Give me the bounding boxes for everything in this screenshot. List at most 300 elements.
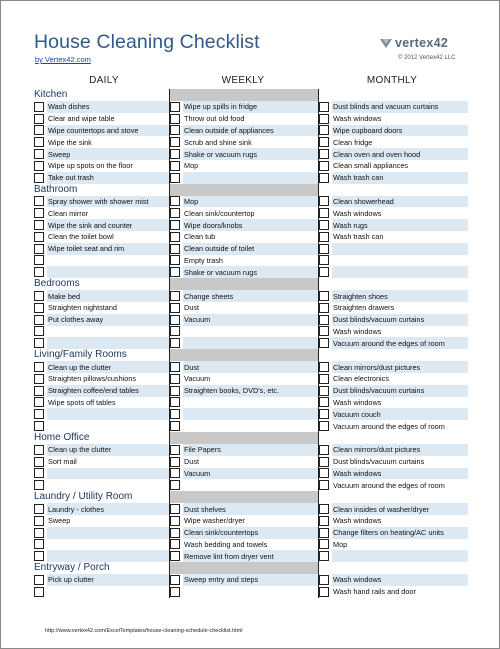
checkbox[interactable] <box>170 587 180 597</box>
task-cell <box>319 219 468 231</box>
task-label: Wipe the sink and counter <box>48 220 133 230</box>
section <box>34 89 468 184</box>
checkbox[interactable] <box>170 457 180 467</box>
checkbox[interactable] <box>34 338 44 348</box>
task-label-area <box>183 125 319 137</box>
weekly-band <box>170 562 319 574</box>
task-label: Wipe countertops and stove <box>48 125 139 135</box>
checkbox[interactable] <box>34 528 44 538</box>
checkbox[interactable] <box>170 575 180 585</box>
task-label-area <box>183 337 319 349</box>
checkbox[interactable] <box>34 220 44 230</box>
task-label-area <box>47 290 170 302</box>
task-label: Vacuum around the edges of room <box>333 338 445 348</box>
task-cell <box>319 196 468 208</box>
checkbox[interactable] <box>170 326 180 336</box>
checklist-row <box>34 574 468 586</box>
checkbox[interactable] <box>34 244 44 254</box>
checkbox[interactable] <box>170 291 180 301</box>
task-cell <box>170 326 319 338</box>
checkbox[interactable] <box>34 196 44 206</box>
task-cell <box>319 527 468 539</box>
task-cell <box>170 255 319 267</box>
checkbox[interactable] <box>170 315 180 325</box>
checkbox[interactable] <box>170 102 180 112</box>
task-label-area <box>183 302 319 314</box>
section-title: Kitchen <box>34 89 170 101</box>
task-label: Clean oven and oven hood <box>333 149 421 159</box>
task-label: Clean sink/countertop <box>184 208 255 218</box>
checkbox[interactable] <box>319 386 329 396</box>
checklist-row <box>34 243 468 255</box>
checkbox[interactable] <box>319 539 329 549</box>
checkbox[interactable] <box>34 421 44 431</box>
task-label-area <box>183 385 319 397</box>
task-cell <box>319 456 468 468</box>
task-label-area <box>47 527 170 539</box>
task-label: Wipe toilet seat and rim <box>48 244 125 254</box>
checkbox[interactable] <box>170 161 180 171</box>
checkbox[interactable] <box>34 255 44 265</box>
checklist-row <box>34 373 468 385</box>
task-label: Spray shower with shower mist <box>48 196 149 206</box>
task-label: Remove lint from dryer vent <box>184 551 274 561</box>
task-label: Pick up clutter <box>48 575 94 585</box>
task-cell <box>319 326 468 338</box>
task-label: Straighten shoes <box>333 291 388 301</box>
footer-url[interactable]: http://www.vertex42.com/ExcelTemplates/house-cleaning-schedule-checklist.html <box>45 628 243 634</box>
task-label: Clean up the clutter <box>48 445 112 455</box>
weekly-band <box>170 491 319 503</box>
task-label-area <box>332 231 468 243</box>
checkbox[interactable] <box>34 575 44 585</box>
task-cell <box>34 361 170 373</box>
task-label: Wash hand rails and door <box>333 587 416 597</box>
checkbox[interactable] <box>170 480 180 490</box>
task-cell <box>170 290 319 302</box>
task-label-area <box>183 255 319 267</box>
task-cell <box>170 243 319 255</box>
checkbox[interactable] <box>319 267 329 277</box>
checkbox[interactable] <box>34 551 44 561</box>
task-label-area <box>183 243 319 255</box>
checklist-row <box>34 255 468 267</box>
task-cell <box>34 243 170 255</box>
task-cell <box>170 219 319 231</box>
logo-text: vertex42 <box>395 36 449 50</box>
checkbox[interactable] <box>319 338 329 348</box>
task-label-area <box>183 219 319 231</box>
task-label: Mop <box>333 539 348 549</box>
task-label-area <box>332 326 468 338</box>
checkbox[interactable] <box>170 244 180 254</box>
task-cell <box>34 148 170 160</box>
monthly-band <box>319 89 468 101</box>
checkbox[interactable] <box>170 386 180 396</box>
task-label-area <box>47 361 170 373</box>
checkbox[interactable] <box>170 362 180 372</box>
task-cell <box>319 172 468 184</box>
checkbox[interactable] <box>170 137 180 147</box>
task-cell <box>319 586 468 598</box>
checkbox[interactable] <box>319 409 329 419</box>
task-label-area <box>332 444 468 456</box>
task-cell <box>170 207 319 219</box>
task-cell <box>170 337 319 349</box>
checkbox[interactable] <box>170 504 180 514</box>
weekly-band <box>170 278 319 290</box>
task-label-area <box>183 503 319 515</box>
checkbox[interactable] <box>319 516 329 526</box>
checkbox[interactable] <box>34 397 44 407</box>
checklist-row <box>34 125 468 137</box>
column-header-weekly: WEEKLY <box>221 75 265 86</box>
task-cell <box>34 326 170 338</box>
task-label: Change sheets <box>184 291 234 301</box>
checkbox[interactable] <box>170 516 180 526</box>
task-label: Vacuum around the edges of room <box>333 480 445 490</box>
task-label-area <box>47 373 170 385</box>
section <box>34 432 468 491</box>
checkbox[interactable] <box>170 409 180 419</box>
logo-icon <box>379 36 393 50</box>
checkbox[interactable] <box>319 326 329 336</box>
checkbox[interactable] <box>34 303 44 313</box>
checkbox[interactable] <box>34 102 44 112</box>
checklist-row <box>34 207 468 219</box>
task-label-area <box>332 503 468 515</box>
checkbox[interactable] <box>170 149 180 159</box>
task-cell <box>170 385 319 397</box>
task-label-area <box>47 337 170 349</box>
checkbox[interactable] <box>319 161 329 171</box>
checklist-row <box>34 136 468 148</box>
task-label-area <box>183 196 319 208</box>
task-cell <box>34 172 170 184</box>
checkbox[interactable] <box>319 244 329 254</box>
checkbox[interactable] <box>34 409 44 419</box>
checkbox[interactable] <box>34 315 44 325</box>
copyright: © 2012 Vertex42 LLC <box>398 55 456 61</box>
checkbox[interactable] <box>319 102 329 112</box>
task-label: Vacuum <box>184 315 211 325</box>
checkbox[interactable] <box>34 516 44 526</box>
task-label-area <box>332 420 468 432</box>
checkbox[interactable] <box>170 539 180 549</box>
task-label-area <box>332 160 468 172</box>
checklist-row <box>34 231 468 243</box>
task-cell <box>34 266 170 278</box>
task-cell <box>34 444 170 456</box>
task-label-area <box>47 314 170 326</box>
task-cell <box>34 586 170 598</box>
checkbox[interactable] <box>170 255 180 265</box>
task-label-area <box>332 172 468 184</box>
section <box>34 349 468 432</box>
checkbox[interactable] <box>319 397 329 407</box>
monthly-band <box>319 491 468 503</box>
task-cell <box>170 113 319 125</box>
task-label-area <box>332 574 468 586</box>
checkbox[interactable] <box>170 421 180 431</box>
task-label-area <box>183 586 319 598</box>
task-cell <box>319 302 468 314</box>
checkbox[interactable] <box>170 445 180 455</box>
section-header <box>34 184 468 196</box>
checkbox[interactable] <box>319 315 329 325</box>
task-label-area <box>183 113 319 125</box>
task-cell <box>170 148 319 160</box>
section <box>34 562 468 598</box>
task-label: Vacuum <box>184 468 211 478</box>
checklist-row <box>34 479 468 491</box>
task-label: Throw out old food <box>184 114 245 124</box>
task-cell <box>319 290 468 302</box>
checklist-row <box>34 408 468 420</box>
task-label: Clean electronics <box>333 374 389 384</box>
checkbox[interactable] <box>34 291 44 301</box>
task-label-area <box>47 196 170 208</box>
monthly-band <box>319 562 468 574</box>
checkbox[interactable] <box>34 587 44 597</box>
checkbox[interactable] <box>34 125 44 135</box>
checkbox[interactable] <box>319 551 329 561</box>
checkbox[interactable] <box>319 196 329 206</box>
task-label-area <box>332 302 468 314</box>
task-label-area <box>183 527 319 539</box>
task-cell <box>34 468 170 480</box>
task-cell <box>34 397 170 409</box>
checklist-row <box>34 101 468 113</box>
checkbox[interactable] <box>319 232 329 242</box>
checkbox[interactable] <box>319 291 329 301</box>
checkbox[interactable] <box>319 575 329 585</box>
task-cell <box>170 574 319 586</box>
task-cell <box>34 219 170 231</box>
task-label: Straighten books, DVD's, etc. <box>184 386 280 396</box>
checklist-row <box>34 160 468 172</box>
section-header <box>34 278 468 290</box>
checkbox[interactable] <box>170 220 180 230</box>
checkbox[interactable] <box>170 232 180 242</box>
task-label-area <box>183 148 319 160</box>
monthly-band <box>319 184 468 196</box>
checklist-row <box>34 550 468 562</box>
task-label-area <box>183 479 319 491</box>
checkbox[interactable] <box>170 267 180 277</box>
task-label-area <box>332 290 468 302</box>
task-label: Clean sink/countertops <box>184 528 259 538</box>
task-label-area <box>332 468 468 480</box>
checkbox[interactable] <box>170 173 180 183</box>
column-header-daily: DAILY <box>89 75 119 86</box>
checkbox[interactable] <box>319 255 329 265</box>
checkbox[interactable] <box>319 374 329 384</box>
checkbox[interactable] <box>34 362 44 372</box>
task-cell <box>34 290 170 302</box>
checklist-grid <box>34 89 468 598</box>
checkbox[interactable] <box>319 480 329 490</box>
checkbox[interactable] <box>319 173 329 183</box>
task-label-area <box>332 207 468 219</box>
checklist-row <box>34 337 468 349</box>
checkbox[interactable] <box>34 232 44 242</box>
checkbox[interactable] <box>34 208 44 218</box>
section-title: Bathroom <box>34 184 170 196</box>
task-cell <box>34 207 170 219</box>
checkbox[interactable] <box>34 326 44 336</box>
checkbox[interactable] <box>319 587 329 597</box>
task-label: Wash trash can <box>333 173 384 183</box>
task-label: Wash windows <box>333 468 382 478</box>
task-label-area <box>332 101 468 113</box>
checkbox[interactable] <box>34 137 44 147</box>
checkbox[interactable] <box>34 539 44 549</box>
task-label: Shake or vacuum rugs <box>184 267 258 277</box>
checkbox[interactable] <box>34 504 44 514</box>
task-label: Mop <box>184 196 199 206</box>
task-label-area <box>332 385 468 397</box>
checkbox[interactable] <box>319 421 329 431</box>
task-cell <box>319 337 468 349</box>
checkbox[interactable] <box>319 445 329 455</box>
task-label-area <box>183 373 319 385</box>
checklist-row <box>34 266 468 278</box>
task-cell <box>319 503 468 515</box>
task-label: Laundry - clothes <box>48 504 104 514</box>
section-title: Bedrooms <box>34 278 170 290</box>
task-label: Wash windows <box>333 397 382 407</box>
task-label: Wash dishes <box>48 102 90 112</box>
task-cell <box>319 266 468 278</box>
task-cell <box>319 479 468 491</box>
task-label-area <box>332 408 468 420</box>
task-label: Wash bedding and towels <box>184 539 268 549</box>
task-cell <box>170 468 319 480</box>
task-label: Vacuum couch <box>333 409 381 419</box>
task-label: Wash windows <box>333 114 382 124</box>
task-label-area <box>47 255 170 267</box>
checkbox[interactable] <box>34 445 44 455</box>
task-label-area <box>47 574 170 586</box>
task-label: Vacuum around the edges of room <box>333 421 445 431</box>
task-label: Clean small appliances <box>333 161 409 171</box>
checkbox[interactable] <box>170 114 180 124</box>
checkbox[interactable] <box>170 208 180 218</box>
checklist-row <box>34 148 468 160</box>
task-cell <box>170 373 319 385</box>
task-cell <box>34 515 170 527</box>
weekly-band <box>170 432 319 444</box>
checkbox[interactable] <box>170 338 180 348</box>
task-label: Wipe washer/dryer <box>184 516 245 526</box>
checklist-row <box>34 314 468 326</box>
task-label-area <box>332 456 468 468</box>
checklist-row <box>34 503 468 515</box>
checkbox[interactable] <box>319 362 329 372</box>
task-cell <box>319 136 468 148</box>
task-label: Clean mirrors/dust pictures <box>333 445 421 455</box>
task-cell <box>319 125 468 137</box>
task-label-area <box>47 468 170 480</box>
task-cell <box>319 420 468 432</box>
section-header <box>34 562 468 574</box>
checkbox[interactable] <box>34 114 44 124</box>
task-label-area <box>47 219 170 231</box>
checkbox[interactable] <box>170 196 180 206</box>
checkbox[interactable] <box>170 125 180 135</box>
task-label-area <box>47 125 170 137</box>
task-label-area <box>332 136 468 148</box>
checkbox[interactable] <box>170 551 180 561</box>
checkbox[interactable] <box>319 208 329 218</box>
task-cell <box>34 196 170 208</box>
task-label: Clean outside of toilet <box>184 244 255 254</box>
checkbox[interactable] <box>34 161 44 171</box>
checkbox[interactable] <box>319 303 329 313</box>
checkbox[interactable] <box>34 457 44 467</box>
checkbox[interactable] <box>34 480 44 490</box>
task-label-area <box>332 337 468 349</box>
task-label-area <box>183 136 319 148</box>
task-label-area <box>332 255 468 267</box>
checklist-row <box>34 113 468 125</box>
checkbox[interactable] <box>319 149 329 159</box>
task-label: Wipe up spills in fridge <box>184 102 258 112</box>
checkbox[interactable] <box>319 220 329 230</box>
task-cell <box>319 314 468 326</box>
task-cell <box>319 231 468 243</box>
checkbox[interactable] <box>34 374 44 384</box>
task-label: Scrub and shine sink <box>184 137 252 147</box>
byline-link[interactable]: by Vertex42.com <box>35 55 91 64</box>
checkbox[interactable] <box>319 468 329 478</box>
task-label: Take out trash <box>48 173 94 183</box>
checkbox[interactable] <box>34 267 44 277</box>
checkbox[interactable] <box>319 137 329 147</box>
checkbox[interactable] <box>170 374 180 384</box>
checkbox[interactable] <box>319 457 329 467</box>
task-cell <box>170 515 319 527</box>
checkbox[interactable] <box>34 386 44 396</box>
task-label: Straighten drawers <box>333 303 395 313</box>
task-cell <box>170 456 319 468</box>
checkbox[interactable] <box>170 528 180 538</box>
monthly-band <box>319 432 468 444</box>
checkbox[interactable] <box>170 303 180 313</box>
task-cell <box>170 408 319 420</box>
checklist-row <box>34 397 468 409</box>
monthly-band <box>319 278 468 290</box>
checkbox[interactable] <box>319 114 329 124</box>
task-label-area <box>183 326 319 338</box>
checkbox[interactable] <box>170 468 180 478</box>
task-label-area <box>183 314 319 326</box>
checkbox[interactable] <box>319 528 329 538</box>
task-label: Clean tub <box>184 232 216 242</box>
checkbox[interactable] <box>34 149 44 159</box>
checkbox[interactable] <box>170 397 180 407</box>
checkbox[interactable] <box>319 125 329 135</box>
task-label: Wipe cupboard doors <box>333 125 403 135</box>
checkbox[interactable] <box>34 468 44 478</box>
checklist-row <box>34 385 468 397</box>
checkbox[interactable] <box>319 504 329 514</box>
task-label-area <box>47 420 170 432</box>
column-divider <box>169 89 170 598</box>
vertex42-logo <box>379 35 448 51</box>
checkbox[interactable] <box>34 173 44 183</box>
